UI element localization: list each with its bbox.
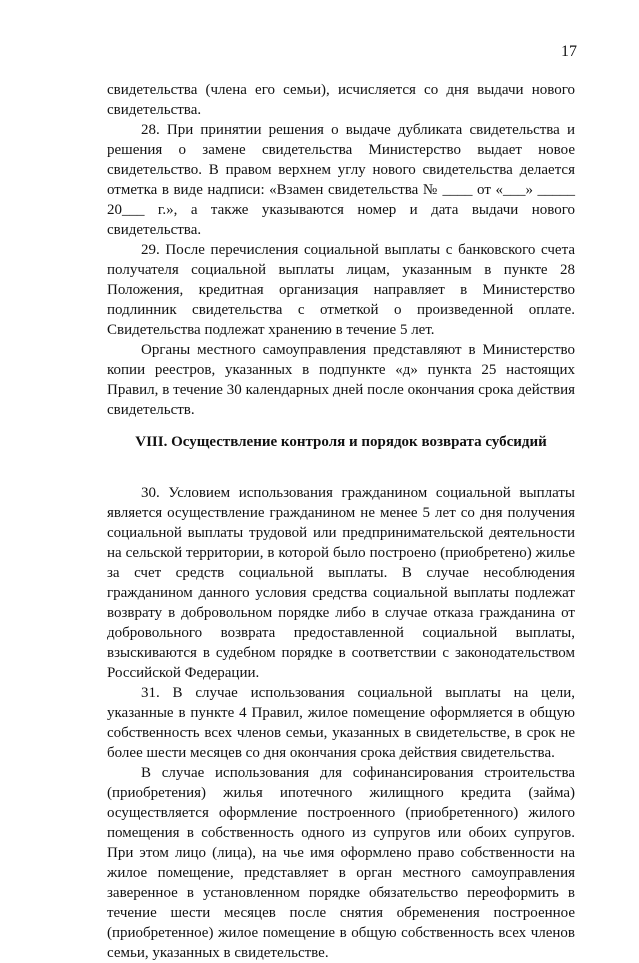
paragraph-29: 29. После перечисления социальной выплаты с банковского счета получателя социальной выплаты лицам, указанным в пункте 28 Положения, кредитная организация направляет в Министерство подлинник свидетельства с отметкой о произведенной оплате. Свидетельства подлежат хранению в течение 5 лет. [107, 242, 575, 338]
section-heading: VIII. Осуществление контроля и порядок возврата субсидий [135, 434, 547, 450]
paragraph-registries: Органы местного самоуправления представляют в Министерство копии реестров, указанных в подпункте «д» пункта 25 настоящих Правил, в течение 30 календарных дней после окончания срока действия свидетельств. [107, 342, 575, 418]
page-number: 17 [561, 43, 577, 60]
document-body [107, 80, 575, 963]
paragraph-28: 28. При принятии решения о выдаче дубликата свидетельства и решения о замене свидетельства Министерство выдает новое свидетельство. В правом верхнем углу нового свидетельства делается отметка в виде надписи: «Взамен свидетельства № ____ от «___» _____ 20___ г.», а также указываются номер и дата выдачи нового свидетельства. [107, 122, 575, 238]
paragraph-continuation: свидетельства (члена его семьи), исчисляется со дня выдачи нового свидетельства. [107, 82, 575, 118]
paragraph-mortgage: В случае использования для софинансирования строительства (приобретения) жилья ипотечного жилищного кредита (займа) осуществляется оформление построенного (приобретенного) жилого помещения в собственность одного из супругов или обоих супругов. При этом лицо (лица), на чье имя оформлено право собственности на жилое помещение, представляет в орган местного самоуправления заверенное в установленном порядке обязательство переоформить в течение шести месяцев после снятия обременения построенное (приобретенное) жилое помещение в общую собственность всех членов семьи, указанных в свидетельстве. [107, 765, 575, 961]
paragraph-31: 31. В случае использования социальной выплаты на цели, указанные в пункте 4 Правил, жилое помещение оформляется в общую собственность всех членов семьи, указанных в свидетельстве, в срок не более шести месяцев со дня окончания срока действия свидетельства. [107, 685, 575, 761]
paragraph-30: 30. Условием использования гражданином социальной выплаты является осуществление гражданином не менее 5 лет со дня получения социальной выплаты трудовой или предпринимательской деятельности на сельской территории, в которой было построено (приобретено) жилье за счет средств социальной выплаты. В случае несоблюдения гражданином данного условия средства социальной выплаты подлежат возврату в добровольном порядке либо в случае отказа гражданина от добровольного возврата предоставленной социальной выплаты, взыскиваются в судебном порядке в соответствии с законодательством Российской Федерации. [107, 485, 575, 681]
